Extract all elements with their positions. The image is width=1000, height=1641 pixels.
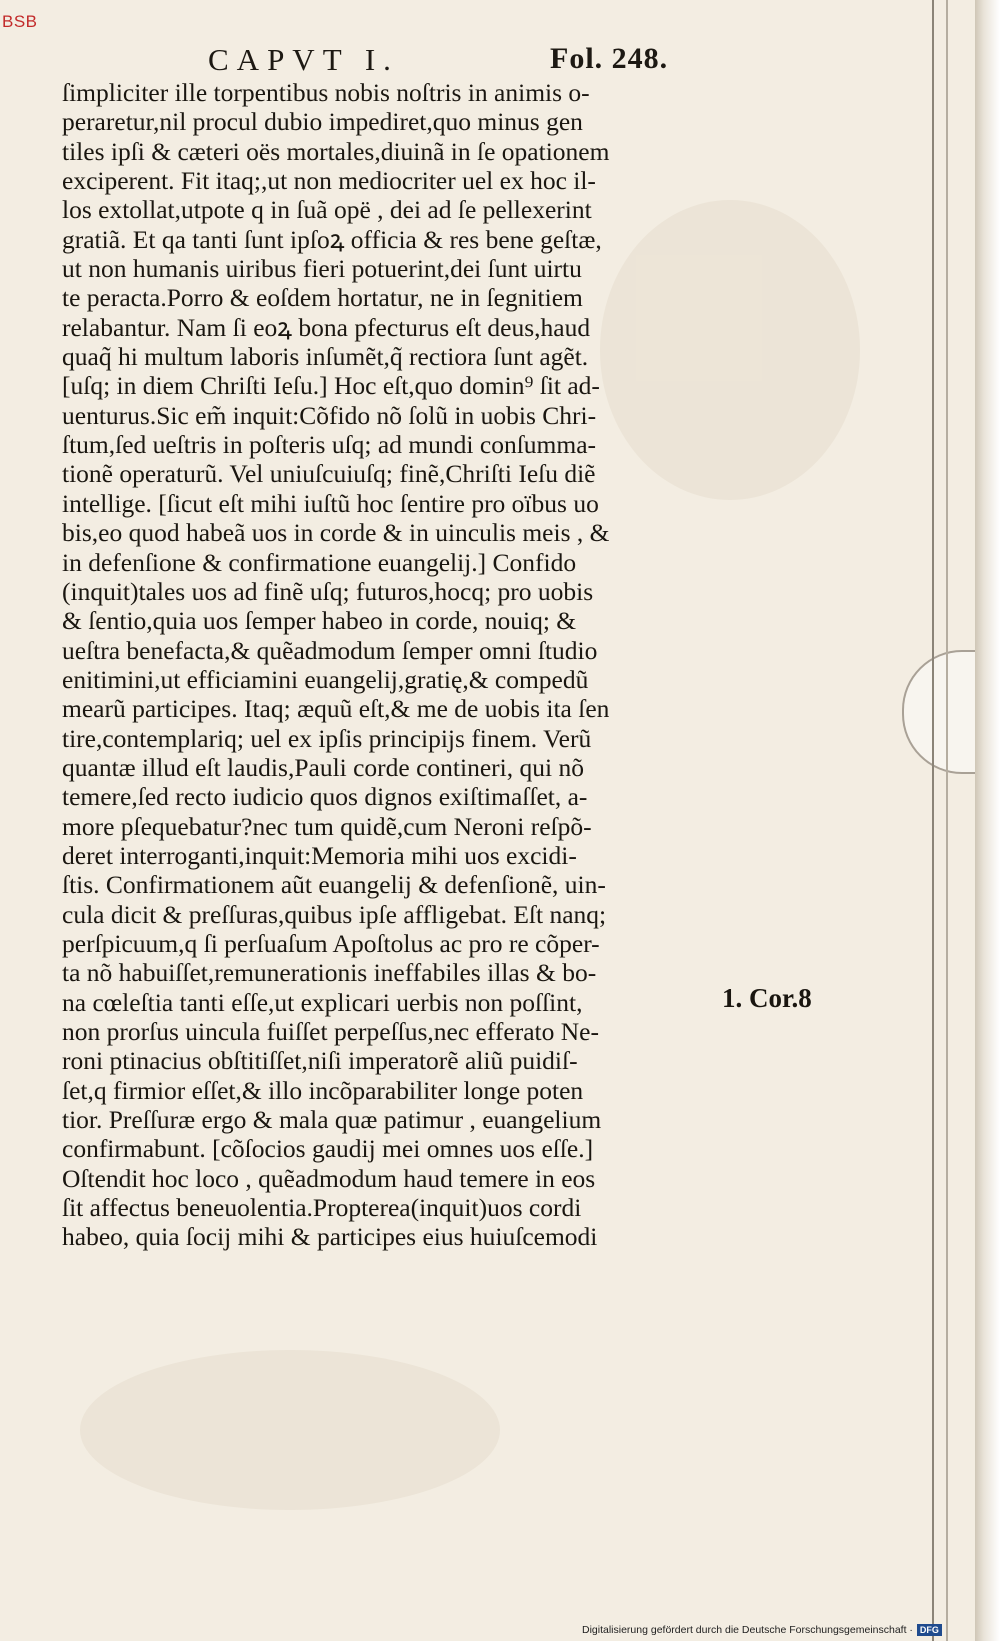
text-line: in defenſione & confirmatione euangelij.] Confido: [62, 547, 577, 577]
text-line: mearũ participes. Itaq; æquũ eſt,& me de uobis ita ſen: [62, 694, 610, 724]
text-line: temere,ſed recto iudicio quos dignos exiſtimaſſet, a-: [62, 782, 588, 812]
text-line: Oſtendit hoc loco , quẽadmodum haud temere in eos: [62, 1163, 596, 1193]
text-line: exciperent. Fit itaq;,ut non mediocriter uel ex hoc il-: [62, 166, 596, 196]
text-line: tire,contemplariq; uel ex ipſis principijs finem. Verũ: [62, 723, 592, 753]
library-mark: BSB: [2, 12, 38, 31]
text-line: tionẽ operaturũ. Vel uniuſcuiuſq; finẽ,Chriſti Ieſu diẽ: [62, 459, 596, 489]
text-line: relabantur. Nam ſi eoꝝ bona pfecturus eſt deus,haud: [62, 312, 591, 342]
text-line: & ſentio,quia uos ſemper habeo in corde, nouiq; &: [62, 606, 577, 636]
text-line: confirmabunt. [cõſocios gaudij mei omnes uos eſſe.]: [62, 1134, 594, 1164]
dfg-logo: DFG: [917, 1624, 942, 1636]
text-line: ſimpliciter ille torpentibus nobis noſtris in animis o-: [62, 78, 590, 107]
text-line: ut non humanis uiribus fieri potuerint,dei ſunt uirtu: [62, 254, 582, 284]
page-stack-line: [946, 0, 948, 1641]
paper-stain: [80, 1350, 500, 1510]
text-line: peraretur,nil procul dubio impediret,quo minus gen: [62, 107, 583, 137]
text-line: deret interroganti,inquit:Memoria mihi uos excidi-: [62, 840, 577, 870]
text-line: tior. Preſſuræ ergo & mala quæ patimur , euangelium: [62, 1105, 602, 1135]
margin-note: 1. Cor.8: [722, 983, 812, 1013]
text-line: ta nõ habuiſſet,remunerationis ineffabiles illas & bo-: [62, 958, 597, 988]
text-line: quaq̃ hi multum laboris inſumẽt,q̃ rectiora ſunt agẽt.: [62, 342, 589, 372]
text-line: ſtis. Confirmationem aũt euangelij & defenſionẽ, uin-: [62, 870, 606, 900]
text-line: (inquit)tales uos ad finẽ uſq; futuros,hocq; pro uobis: [62, 576, 594, 606]
folio-number: Fol. 248.: [550, 42, 669, 75]
text-line: habeo, quia ſocij mihi & participes eius huiuſcemodi: [62, 1222, 598, 1252]
page-stack-line: [932, 0, 934, 1641]
text-line: roni ptinacius obſtitiſſet,niſi imperatorẽ aliũ puidiſ-: [62, 1046, 578, 1076]
page-header: [150, 42, 710, 82]
text-line: perſpicuum,q ſi perſuaſum Apoſtolus ac pro re cõper-: [62, 928, 600, 958]
text-line: gratiã. Et qa tanti ſunt ipſoꝝ officia & res bene geſtæ,: [62, 224, 602, 254]
text-line: quantæ illud eſt laudis,Pauli corde contineri, qui nõ: [62, 752, 584, 782]
text-line: more pſequebatur?nec tum quidẽ,cum Neroni reſpõ-: [62, 811, 592, 841]
text-line: los extollat,utpote q in ſuã opë , dei ad ſe pellexerint: [62, 195, 592, 225]
text-line: na cœleſtia tanti eſſe,ut explicari uerbis non poſſint,: [62, 987, 583, 1017]
footer-credit: Digitalisierung gefördert durch die Deutsche Forschungsgemeinschaft ·: [582, 1624, 913, 1636]
digitization-footer: [582, 1621, 1000, 1639]
text-line: bis,eo quod habeã uos in corde & in uinculis meis , &: [62, 518, 610, 548]
text-line: cula dicit & preſſuras,quibus ipſe affligebat. Eſt nanq;: [62, 899, 607, 929]
text-line: ueſtra benefacta,& quẽadmodum ſemper omni ſtudio: [62, 635, 598, 665]
text-line: uenturus.Sic em̃ inquit:Cõfido nõ ſolũ in uobis Chri-: [62, 400, 597, 430]
text-line: ſet,q firmior eſſet,& illo incõparabiliter longe poten: [62, 1075, 584, 1105]
text-line: intellige. [ſicut eſt mihi iuſtũ hoc ſentire pro oïbus uo: [62, 488, 599, 518]
text-line: ſit affectus beneuolentia.Propterea(inquit)uos cordi: [62, 1193, 582, 1223]
chapter-heading: CAPVT I.: [208, 42, 399, 77]
book-edge: [975, 0, 1000, 1641]
text-line: te peracta.Porro & eoſdem hortatur, ne in ſegnitiem: [62, 283, 583, 313]
page-tab-marker: [902, 650, 975, 774]
text-line: [uſq; in diem Chriſti Ieſu.] Hoc eſt,quo domin⁹ ſit ad-: [62, 371, 600, 401]
text-line: ſtum,ſed ueſtris in poſteris uſq; ad mundi conſumma-: [62, 430, 597, 460]
body-text: [62, 78, 732, 1252]
text-line: enitimini,ut efficiamini euangelij,gratię,& compedũ: [62, 664, 589, 694]
text-line: non prorſus uincula fuiſſet perpeſſus,nec efferato Ne-: [62, 1017, 599, 1046]
text-line: tiles ipſi & cæteri oës mortales,diuinã in ſe opationem: [62, 136, 610, 166]
